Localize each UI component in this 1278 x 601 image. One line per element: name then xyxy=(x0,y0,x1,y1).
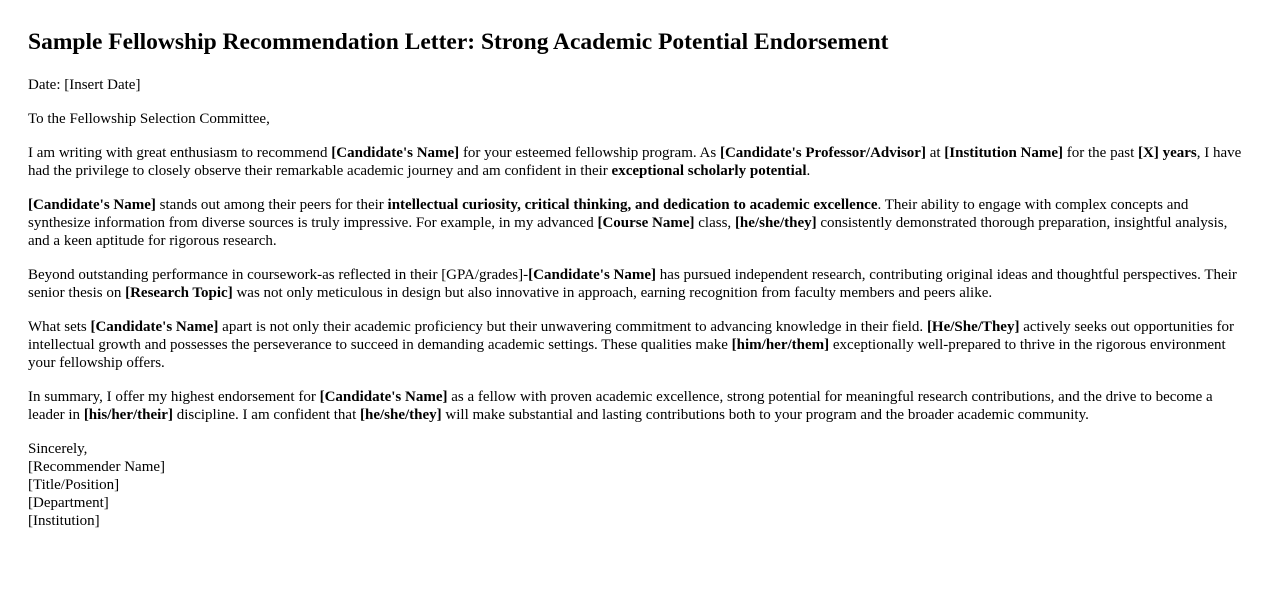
p1-bold-institution: [Institution Name] xyxy=(944,145,1064,161)
recommender-name: [Recommender Name] xyxy=(28,459,166,475)
signature-block xyxy=(28,440,1250,530)
p1-text-4: for the past xyxy=(1063,145,1138,161)
p1-bold-potential: exceptional scholarly potential xyxy=(611,163,807,179)
p3-bold-candidate-name: [Candidate's Name] xyxy=(528,267,657,283)
p1-bold-professor: [Candidate's Professor/Advisor] xyxy=(719,145,926,161)
p5-text-4: will make substantial and lasting contributions both to your program and the broader academic community. xyxy=(441,407,1089,423)
salutation: To the Fellowship Selection Committee, xyxy=(28,111,270,127)
p5-text-3: discipline. I am confident that xyxy=(172,407,360,423)
p5-bold-candidate-name: [Candidate's Name] xyxy=(319,389,448,405)
valediction: Sincerely, xyxy=(28,441,88,457)
paragraph-commitment xyxy=(28,318,1250,372)
p2-text-2: . Their ability to engage with complex concepts and synthesize information from diverse sources is truly impressive. For example, in my advanced xyxy=(28,197,1189,231)
paragraph-qualities xyxy=(28,196,1250,250)
p1-text-2: for your esteemed fellowship program. As xyxy=(459,145,720,161)
p4-text-3: actively seeks out opportunities for intellectual growth and possesses the perseverance to succeed in demanding academic settings. These qualities make xyxy=(28,319,1234,353)
p3-bold-research-topic: [Research Topic] xyxy=(125,285,233,301)
p4-bold-object-pronoun: [him/her/them] xyxy=(731,337,830,353)
p4-text-2: apart is not only their academic proficiency but their unwavering commitment to advancing knowledge in their field. xyxy=(218,319,927,335)
p2-bold-traits: intellectual curiosity, critical thinking, and dedication to academic excellence xyxy=(387,197,878,213)
p2-text-1: stands out among their peers for their xyxy=(155,197,388,213)
page-title: Sample Fellowship Recommendation Letter: Strong Academic Potential Endorsement xyxy=(28,29,889,55)
recommender-institution: [Institution] xyxy=(28,513,100,529)
paragraph-summary xyxy=(28,388,1250,424)
p3-text-1: Beyond outstanding performance in coursework-as reflected in their [GPA/grades]- xyxy=(28,267,529,283)
recommender-department: [Department] xyxy=(28,495,109,511)
p2-bold-candidate-name: [Candidate's Name] xyxy=(28,197,156,213)
p1-bold-candidate-name: [Candidate's Name] xyxy=(331,145,460,161)
p1-text-5: , I have had the privilege to closely observe their remarkable academic journey and am confident in their xyxy=(28,145,1242,179)
p4-bold-candidate-name: [Candidate's Name] xyxy=(90,319,219,335)
paragraph-introduction xyxy=(28,144,1250,180)
date-line: Date: [Insert Date] xyxy=(28,77,141,93)
p4-bold-pronoun: [He/She/They] xyxy=(926,319,1020,335)
p1-text-1: I am writing with great enthusiasm to recommend xyxy=(28,145,332,161)
p4-text-4: exceptionally well-prepared to thrive in the rigorous environment your fellowship offers. xyxy=(28,337,1226,371)
p1-bold-years: [X] years xyxy=(1138,145,1197,161)
p3-text-3: was not only meticulous in design but also innovative in approach, earning recognition from faculty members and peers alike. xyxy=(232,285,993,301)
p1-text-3: at xyxy=(925,145,945,161)
p2-text-3: class, xyxy=(694,215,735,231)
p5-text-1: In summary, I offer my highest endorsement for xyxy=(28,389,320,405)
recommender-title: [Title/Position] xyxy=(28,477,120,493)
p1-text-6: . xyxy=(806,163,811,179)
p2-bold-pronoun: [he/she/they] xyxy=(734,215,817,231)
p5-text-2: as a fellow with proven academic excellence, strong potential for meaningful research contributions, and the drive to become a leader in xyxy=(28,389,1213,423)
p2-bold-course-name: [Course Name] xyxy=(597,215,695,231)
p3-text-2: has pursued independent research, contributing original ideas and thoughtful perspectives. Their senior thesis on xyxy=(28,267,1237,301)
p2-text-4: consistently demonstrated thorough preparation, insightful analysis, and a keen aptitude for rigorous research. xyxy=(28,215,1228,249)
p5-bold-possessive-pronoun: [his/her/their] xyxy=(83,407,173,423)
p5-bold-pronoun: [he/she/they] xyxy=(360,407,442,423)
p4-text-1: What sets xyxy=(28,319,91,335)
paragraph-research xyxy=(28,266,1250,302)
